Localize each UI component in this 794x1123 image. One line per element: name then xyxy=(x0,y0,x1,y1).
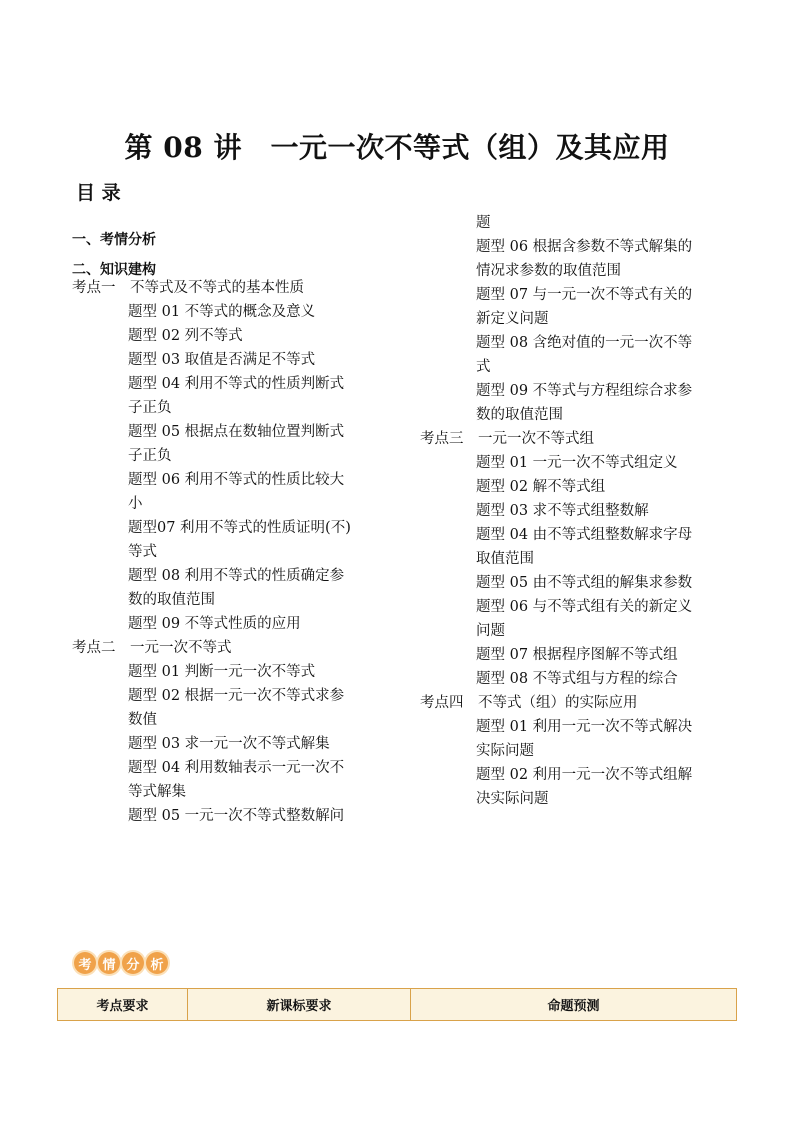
point-title: 不等式（组）的实际应用 xyxy=(478,695,638,711)
toc-type-entry[interactable]: 取值范围 xyxy=(476,551,534,567)
toc-type-entry[interactable]: 题型 04 由不等式组整数解求字母 xyxy=(476,527,693,543)
toc-type-entry[interactable]: 题型 04 利用不等式的性质判断式 xyxy=(128,376,345,392)
toc-point-entry[interactable] xyxy=(420,691,740,715)
requirements-table xyxy=(57,988,737,1021)
point-label: 考点四 xyxy=(420,695,464,711)
point-label: 考点一 xyxy=(72,280,116,296)
toc-type-entry[interactable]: 题型 05 由不等式组的解集求参数 xyxy=(476,575,693,591)
toc-type-entry[interactable]: 题型 02 利用一元一次不等式组解 xyxy=(476,767,693,783)
table-header-curriculum: 新课标要求 xyxy=(188,989,411,1021)
toc-type-entry[interactable]: 子正负 xyxy=(128,448,172,464)
toc-point-entry[interactable] xyxy=(72,636,392,660)
toc-type-entry[interactable]: 题型 03 求一元一次不等式解集 xyxy=(128,736,330,752)
toc-type-entry[interactable]: 题型 06 利用不等式的性质比较大 xyxy=(128,472,345,488)
analysis-badge xyxy=(74,952,168,978)
toc-point-entry[interactable] xyxy=(420,427,740,451)
toc-heading: 目 录 xyxy=(76,182,121,204)
toc-type-entry[interactable]: 实际问题 xyxy=(476,743,534,759)
toc-type-entry[interactable]: 题型 03 取值是否满足不等式 xyxy=(128,352,316,368)
toc-type-entry[interactable]: 等式 xyxy=(128,544,157,560)
section-analysis[interactable]: 一、考情分析 xyxy=(72,232,156,248)
table-header-row xyxy=(58,989,737,1021)
badge-char: 分 xyxy=(122,952,144,974)
toc-type-entry[interactable]: 题型 08 含绝对值的一元一次不等 xyxy=(476,335,693,351)
toc-left-column xyxy=(72,276,392,828)
toc-type-entry[interactable]: 题型 06 与不等式组有关的新定义 xyxy=(476,599,693,615)
toc-type-entry[interactable]: 题型 01 不等式的概念及意义 xyxy=(128,304,316,320)
toc-type-entry[interactable]: 题型 02 解不等式组 xyxy=(476,479,606,495)
toc-type-entry[interactable]: 子正负 xyxy=(128,400,172,416)
table-header-prediction: 命题预测 xyxy=(411,989,737,1021)
toc-type-entry[interactable]: 题型 07 根据程序图解不等式组 xyxy=(476,647,678,663)
toc-type-entry[interactable]: 题型 07 与一元一次不等式有关的 xyxy=(476,287,693,303)
toc-type-entry[interactable]: 新定义问题 xyxy=(476,311,549,327)
table-header-requirement: 考点要求 xyxy=(58,989,188,1021)
toc-type-entry[interactable]: 题型 05 根据点在数轴位置判断式 xyxy=(128,424,345,440)
toc-type-entry[interactable]: 问题 xyxy=(476,623,505,639)
toc-type-entry[interactable]: 题型 02 列不等式 xyxy=(128,328,243,344)
toc-type-entry[interactable]: 数值 xyxy=(128,712,157,728)
section-knowledge[interactable]: 二、知识建构 xyxy=(72,262,156,278)
badge-char: 考 xyxy=(74,952,96,974)
toc-type-entry[interactable]: 题型 09 不等式与方程组综合求参 xyxy=(476,383,693,399)
point-label: 考点二 xyxy=(72,640,116,656)
point-title: 一元一次不等式 xyxy=(130,640,232,656)
toc-type-entry[interactable]: 决实际问题 xyxy=(476,791,549,807)
toc-type-entry[interactable]: 题型 01 一元一次不等式组定义 xyxy=(476,455,678,471)
point-title: 不等式及不等式的基本性质 xyxy=(130,280,304,296)
toc-type-entry[interactable]: 题型 08 利用不等式的性质确定参 xyxy=(128,568,345,584)
toc-type-entry[interactable]: 式 xyxy=(476,359,491,375)
toc-type-entry[interactable]: 题型 04 利用数轴表示一元一次不 xyxy=(128,760,345,776)
page-title: 第 08 讲 一元一次不等式（组）及其应用 xyxy=(124,131,670,164)
toc-type-entry[interactable]: 数的取值范围 xyxy=(128,592,215,608)
toc-type-entry[interactable]: 题型 08 不等式组与方程的综合 xyxy=(476,671,678,687)
toc-type-entry[interactable]: 题型 05 一元一次不等式整数解问 xyxy=(128,808,345,824)
point-title: 一元一次不等式组 xyxy=(478,431,594,447)
toc-type-entry[interactable]: 题型 01 判断一元一次不等式 xyxy=(128,664,316,680)
toc-type-entry[interactable]: 题型07 利用不等式的性质证明(不) xyxy=(128,520,351,536)
toc-type-entry[interactable]: 题型 06 根据含参数不等式解集的 xyxy=(476,239,693,255)
toc-type-entry[interactable]: 题型 03 求不等式组整数解 xyxy=(476,503,649,519)
toc-type-entry[interactable]: 情况求参数的取值范围 xyxy=(476,263,621,279)
toc-type-entry[interactable]: 题型 09 不等式性质的应用 xyxy=(128,616,301,632)
toc-point-entry[interactable] xyxy=(72,276,392,300)
badge-char: 情 xyxy=(98,952,120,974)
toc-type-entry[interactable]: 题型 02 根据一元一次不等式求参 xyxy=(128,688,345,704)
toc-type-entry[interactable]: 数的取值范围 xyxy=(476,407,563,423)
toc-type-entry[interactable]: 题型 01 利用一元一次不等式解决 xyxy=(476,719,693,735)
point-label: 考点三 xyxy=(420,431,464,447)
toc-type-entry[interactable]: 小 xyxy=(128,496,143,512)
badge-char: 析 xyxy=(146,952,168,974)
toc-type-entry[interactable]: 题 xyxy=(476,215,491,231)
toc-right-column xyxy=(420,211,740,811)
toc-type-entry[interactable]: 等式解集 xyxy=(128,784,186,800)
